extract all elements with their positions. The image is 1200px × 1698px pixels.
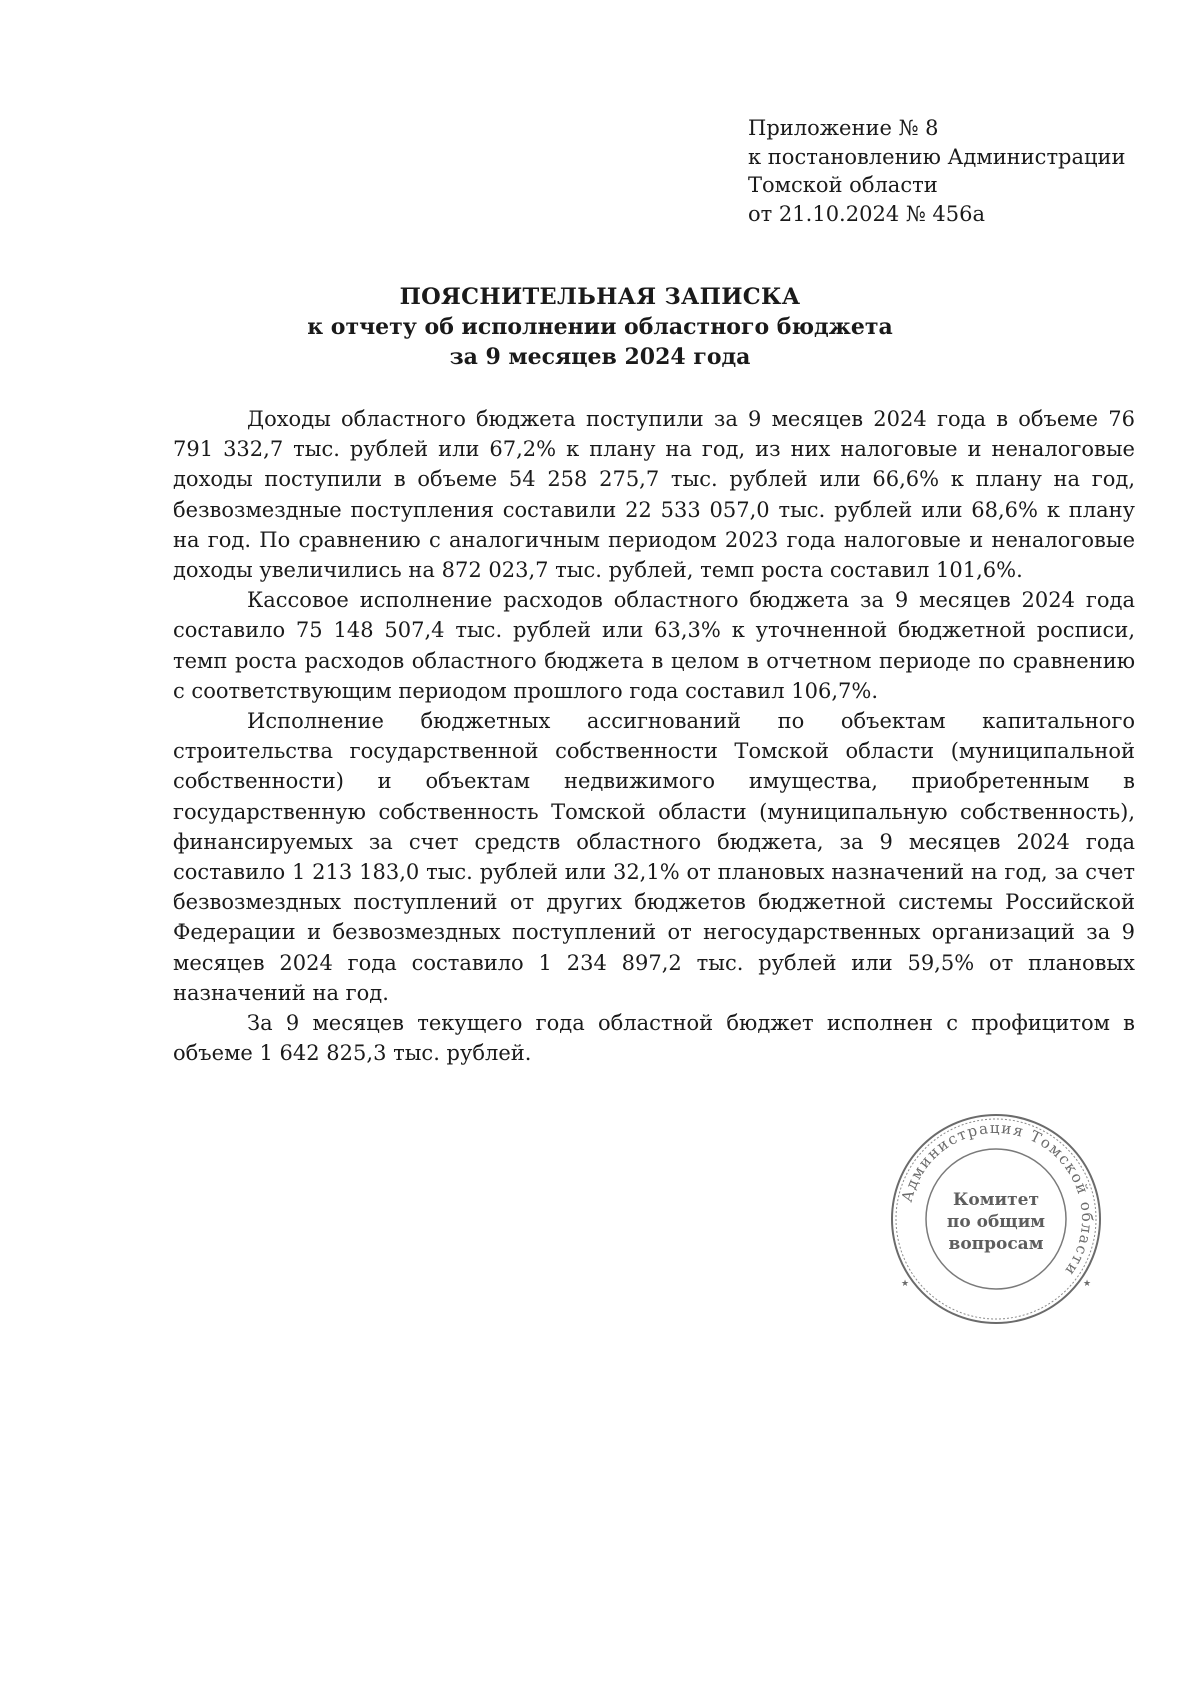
appendix-date: от 21.10.2024 № 456а — [748, 201, 985, 226]
stamp-center-line-2: по общим — [946, 1212, 1046, 1232]
stamp-star-icon-2: ★ — [1083, 1279, 1092, 1289]
paragraph-capital-construction: Исполнение бюджетных ассигнований по объектам капитального строительства государственной собственности Томской области (муниципальной собственности) и объектам недвижимого имущества, приобретенным в государственную собственность Томской области (муниципальную собственность), финансируемых за счет средств областного бюджета, за 9 месяцев 2024 года составило 1 213 183,0 тыс. рублей или 32,1% от плановых назначений на год, за счет безвозмездных поступлений от других бюджетов бюджетной системы Российской Федерации и безвозмездных поступлений от негосударственных организаций за 9 месяцев 2024 года составило 1 234 897,2 тыс. рублей или 59,5% от плановых назначений на год. — [173, 709, 1135, 1005]
title-subtitle-2: за 9 месяцев 2024 года — [449, 344, 751, 370]
stamp-ring-text: Администрация Томской области — [897, 1118, 1097, 1280]
appendix-region: Томской области — [748, 173, 938, 197]
appendix-resolution: к постановлению Администрации — [748, 144, 1126, 169]
stamp-seal-icon — [887, 1110, 1105, 1328]
stamp-star-icon: ★ — [901, 1279, 910, 1289]
stamp-center-line-1: Комитет — [952, 1190, 1040, 1210]
title-main: ПОЯСНИТЕЛЬНАЯ ЗАПИСКА — [399, 284, 801, 310]
paragraph-expenses: Кассовое исполнение расходов областного бюджета за 9 месяцев 2024 года составило 75 148 507,4 тыс. рублей или 63,3% к уточненной бюджетной росписи, темп роста расходов областного бюджета в целом в отчетном периоде по сравнению с соответствующим периодом прошлого года составил 106,7%. — [173, 588, 1135, 703]
stamp-center-line-3: вопросам — [948, 1234, 1044, 1254]
document-title — [0, 282, 1200, 372]
official-stamp — [887, 1110, 1105, 1328]
title-subtitle-1: к отчету об исполнении областного бюджета — [307, 314, 893, 340]
appendix-header — [748, 114, 1168, 228]
document-body — [173, 404, 1135, 1068]
appendix-number: Приложение № 8 — [748, 116, 939, 140]
paragraph-surplus: За 9 месяцев текущего года областной бюджет исполнен с профицитом в объеме 1 642 825,3 тыс. рублей. — [173, 1011, 1135, 1066]
paragraph-revenue: Доходы областного бюджета поступили за 9 месяцев 2024 года в объеме 76 791 332,7 тыс. рублей или 67,2% к плану на год, из них налоговые и неналоговые доходы поступили в объеме 54 258 275,7 тыс. рублей или 66,6% к плану на год, безвозмездные поступления составили 22 533 057,0 тыс. рублей или 68,6% к плану на год. По сравнению с аналогичным периодом 2023 года налоговые и неналоговые доходы увеличились на 872 023,7 тыс. рублей, темп роста составил 101,6%. — [173, 407, 1135, 583]
